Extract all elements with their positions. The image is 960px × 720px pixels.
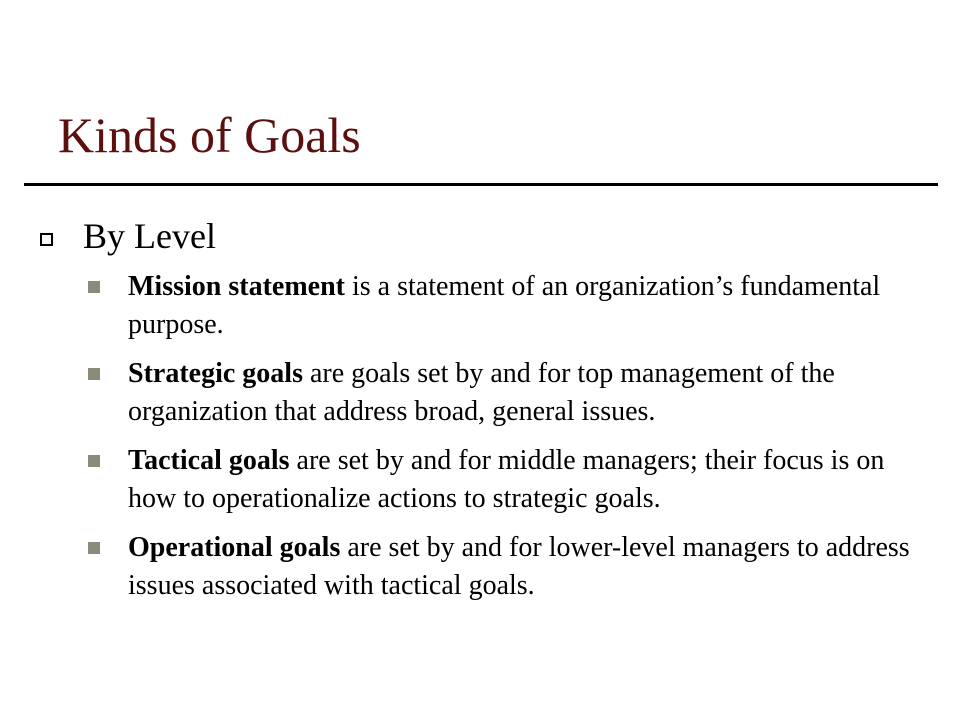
level-heading: By Level — [83, 216, 216, 256]
bullet-item-tactical-goals — [88, 442, 938, 518]
bullet-text — [128, 355, 938, 431]
bullet-term: Strategic goals — [128, 358, 303, 389]
bullet-text — [128, 529, 938, 605]
title-divider — [24, 183, 938, 186]
bullet-item-operational-goals — [88, 529, 938, 605]
square-bullet-icon — [88, 281, 100, 293]
bullet-description: are set by and for middle managers; their focus is on how to operationalize actions to strategic goals. — [128, 445, 885, 514]
bullet-item-strategic-goals — [88, 355, 938, 431]
bullet-text — [128, 268, 938, 344]
bullet-item-mission-statement — [88, 268, 938, 344]
level-heading-row — [40, 212, 216, 260]
bullet-text — [128, 442, 938, 518]
hollow-square-icon — [40, 233, 53, 246]
bullet-description: is a statement of an organization’s fundamental purpose. — [128, 271, 881, 340]
square-bullet-icon — [88, 368, 100, 380]
slide-title: Kinds of Goals — [58, 107, 361, 163]
bullet-term: Tactical goals — [128, 445, 290, 476]
bullet-term: Operational goals — [128, 532, 341, 563]
bullet-term: Mission statement — [128, 271, 345, 302]
goal-bullet-list — [88, 268, 938, 605]
bullet-description: are set by and for lower-level managers to address issues associated with tactical goals. — [128, 532, 910, 601]
square-bullet-icon — [88, 542, 100, 554]
square-bullet-icon — [88, 455, 100, 467]
bullet-description: are goals set by and for top management of the organization that address broad, general issues. — [128, 358, 835, 427]
